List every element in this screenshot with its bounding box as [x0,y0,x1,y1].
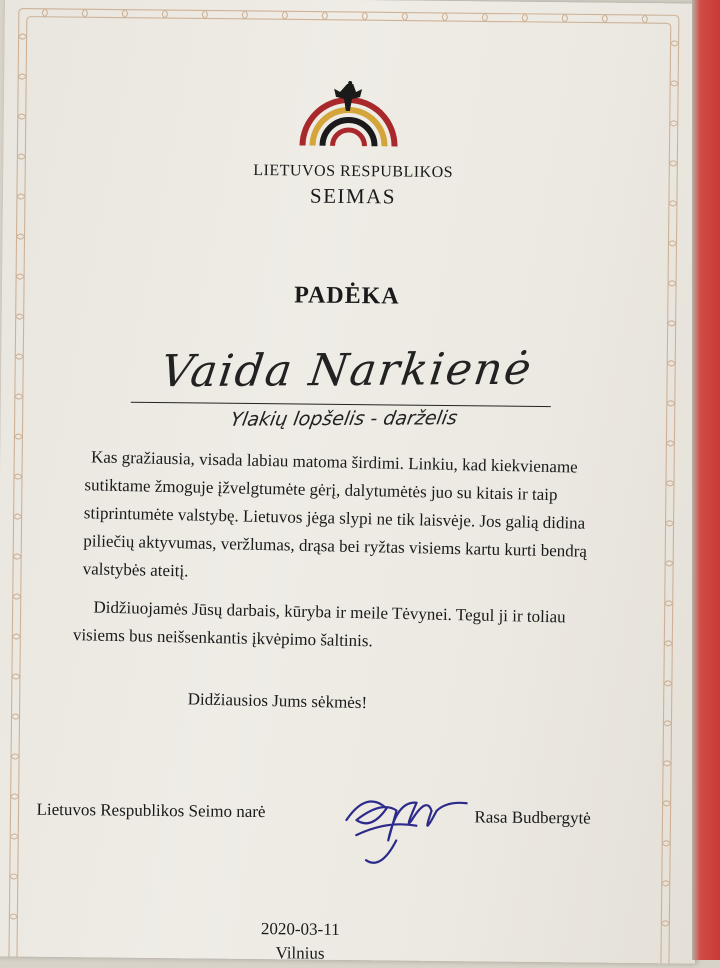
document-place: Vilnius [275,943,325,963]
body-line: piliečių aktyvumas, veržlumas, drąsa bei ryžtas visiems kartu kurti bendrą [83,531,588,561]
document-date: 2020-03-11 [260,919,340,939]
body-paragraph-1 [82,443,675,595]
org-name-line2: SEIMAS [309,183,397,209]
document-title: PADĖKA [294,282,400,310]
body-line: stiprintumėte valstybę. Lietuvos jėga slypi ne tik laisvėje. Jos galią didina [83,503,586,533]
handwritten-signature [326,780,477,872]
body-line: Didžiuojamės Jūsų darbais, kūryba ir meile Tėvynei. Tegul ji ir toliau [93,597,566,627]
red-folder-edge [692,0,720,960]
signer-role: Lietuvos Respublikos Seimo narė [36,799,266,822]
recipient-organization: Ylakių lopšelis - darželis [228,407,459,431]
closing-line: Didžiausios Jums sėkmės! [187,689,368,713]
body-line: valstybės ateitį. [82,559,189,581]
body-line: visiems bus neišsenkantis įkvėpimo šaltinis. [72,625,373,651]
seimas-emblem-icon [288,79,409,150]
signer-name: Rasa Budbergytė [474,807,591,828]
recipient-name: Vaida Narkienė [157,343,536,398]
body-line: sutiktame žmoguje įžvelgtumėte gėrį, dalytumėtės juo su kitais ir taip [84,475,558,505]
org-name-line1: LIETUVOS RESPUBLIKOS [253,161,454,182]
body-line: Kas gražiausia, visada labiau matoma širdimi. Linkiu, kad kiekviename [90,447,578,477]
